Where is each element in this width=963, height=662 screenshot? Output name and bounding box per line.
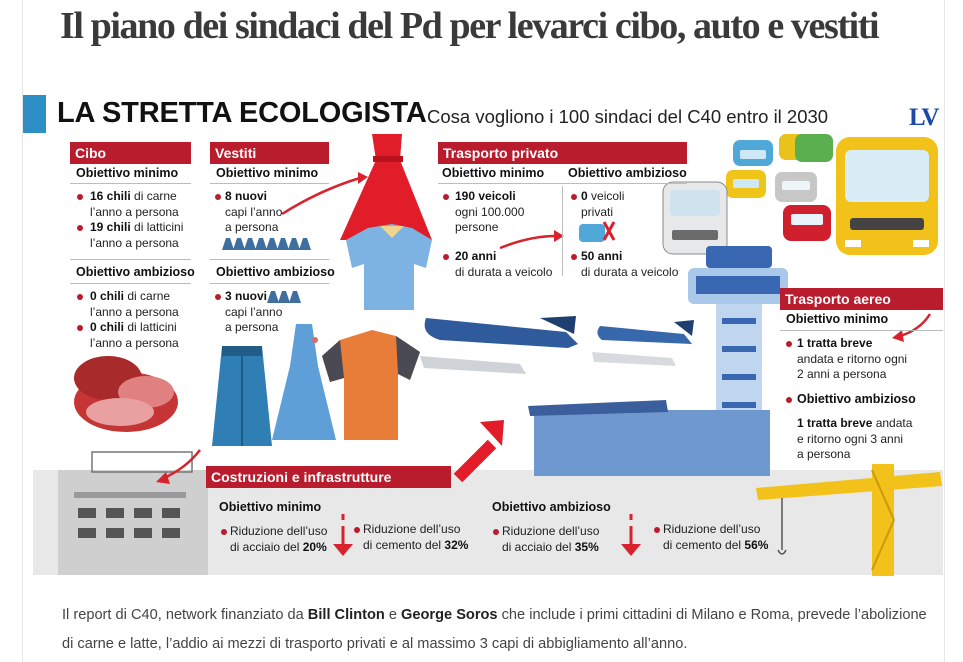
privato-min-item-2: 20 anni di durata a veicolo bbox=[455, 249, 553, 279]
costruzioni-amb-acciaio: Riduzione dell’uso di acciaio del 35% bbox=[502, 524, 600, 554]
divider bbox=[210, 259, 329, 260]
cibo-amb-label: Obiettivo ambizioso bbox=[76, 265, 195, 279]
infographic-subtitle: Cosa vogliono i 100 sindaci del C40 entro il 2030 bbox=[427, 106, 829, 127]
skirt-illustration bbox=[212, 346, 272, 446]
bullet bbox=[571, 194, 577, 200]
privato-min-label: Obiettivo minimo bbox=[442, 166, 545, 180]
bullet bbox=[443, 254, 449, 260]
costruzioni-amb-cemento: Riduzione dell’uso di cemento del 56% bbox=[663, 522, 769, 552]
privato-amb-item-2: 50 anni di durata a veicolo bbox=[581, 249, 679, 279]
divider bbox=[210, 283, 329, 284]
bullet bbox=[77, 194, 83, 200]
blue-dress-illustration bbox=[272, 324, 336, 440]
traffic-illustration bbox=[663, 134, 938, 255]
aereo-amb-item: 1 tratta breve andata e ritorno ogni 3 anni a persona bbox=[797, 416, 913, 461]
name-link: George Soros bbox=[401, 607, 498, 623]
car-banned-icon bbox=[579, 222, 614, 242]
dress-illustration bbox=[340, 134, 432, 240]
costruzioni-min-acciaio: Riduzione dell’uso di acciaio del 20% bbox=[230, 524, 328, 554]
privato-amb-label: Obiettivo ambizioso bbox=[568, 166, 687, 180]
trasporto-privato-header: Trasporto privato bbox=[438, 142, 687, 164]
cibo-header: Cibo bbox=[70, 142, 191, 164]
crane-illustration bbox=[756, 464, 942, 576]
name-link: Bill Clinton bbox=[307, 607, 385, 623]
column-divider bbox=[562, 186, 563, 276]
bullet bbox=[77, 325, 83, 331]
vestiti-amb-label: Obiettivo ambizioso bbox=[216, 265, 335, 279]
divider bbox=[210, 183, 329, 184]
bullet bbox=[77, 225, 83, 231]
lv-logo: LV bbox=[909, 104, 938, 131]
bullet bbox=[215, 194, 221, 200]
aereo-min-item: 1 tratta breve andata e ritorno ogni 2 anni a persona bbox=[797, 336, 908, 381]
cibo-min-item-1: 16 chili di carne l’anno a persona bbox=[90, 189, 179, 219]
cibo-amb-item-2: 0 chili di latticini l’anno a persona bbox=[90, 320, 179, 350]
divider bbox=[438, 183, 687, 184]
tshirt-illustration bbox=[322, 330, 420, 440]
plane-illustration bbox=[420, 316, 694, 374]
costruzioni-min-cemento: Riduzione dell’uso di cemento del 32% bbox=[363, 522, 469, 552]
trasporto-aereo-header: Trasporto aereo bbox=[780, 288, 943, 310]
bullet bbox=[77, 294, 83, 300]
aereo-min-label: Obiettivo minimo bbox=[786, 312, 889, 326]
cibo-amb-item-1: 0 chili di carne l’anno a persona bbox=[90, 289, 179, 319]
meat-illustration bbox=[74, 356, 178, 432]
infographic-title: LA STRETTA ECOLOGISTA bbox=[57, 97, 427, 129]
bullet bbox=[571, 254, 577, 260]
vestiti-header: Vestiti bbox=[210, 142, 329, 164]
costruzioni-header: Costruzioni e infrastrutture bbox=[206, 466, 451, 488]
vestiti-amb-item: 3 nuovi capi l’anno a persona bbox=[225, 289, 283, 334]
building-illustration bbox=[58, 452, 208, 575]
costruzioni-min-label: Obiettivo minimo bbox=[219, 500, 322, 514]
costruzioni-amb-label: Obiettivo ambizioso bbox=[492, 500, 611, 514]
privato-min-item-1: 190 veicoli ogni 100.000 persone bbox=[455, 189, 525, 234]
vestiti-min-label: Obiettivo minimo bbox=[216, 166, 319, 180]
privato-amb-item-1: 0 veicoli privati bbox=[581, 189, 625, 219]
bullet bbox=[443, 194, 449, 200]
bullet bbox=[786, 341, 792, 347]
bullet bbox=[354, 527, 360, 533]
vestiti-min-item: 8 nuovi capi l’anno a persona bbox=[225, 189, 283, 234]
divider bbox=[70, 259, 191, 260]
shirt-illustration bbox=[346, 224, 432, 310]
cibo-min-label: Obiettivo minimo bbox=[76, 166, 179, 180]
bullet bbox=[654, 527, 660, 533]
article-paragraph: Il report di C40, network finanziato da Bill Clinton e George Soros che include i primi cittadini di Milano e Roma, prevede l’abolizione di carne e latte, l’addio ai mezzi di trasporto privati e al massimo 3 capi di abbigliamento all’anno. bbox=[62, 607, 927, 652]
divider bbox=[70, 183, 191, 184]
aereo-amb-label: Obiettivo ambizioso bbox=[797, 392, 916, 406]
bullet bbox=[215, 294, 221, 300]
cibo-min-item-2: 19 chili di latticini l’anno a persona bbox=[90, 220, 184, 250]
article-headline: Il piano dei sindaci del Pd per levarci cibo, auto e vestiti bbox=[60, 5, 879, 47]
bullet bbox=[786, 397, 792, 403]
divider bbox=[70, 283, 191, 284]
bullet bbox=[221, 529, 227, 535]
divider bbox=[780, 330, 943, 331]
bullet bbox=[493, 529, 499, 535]
